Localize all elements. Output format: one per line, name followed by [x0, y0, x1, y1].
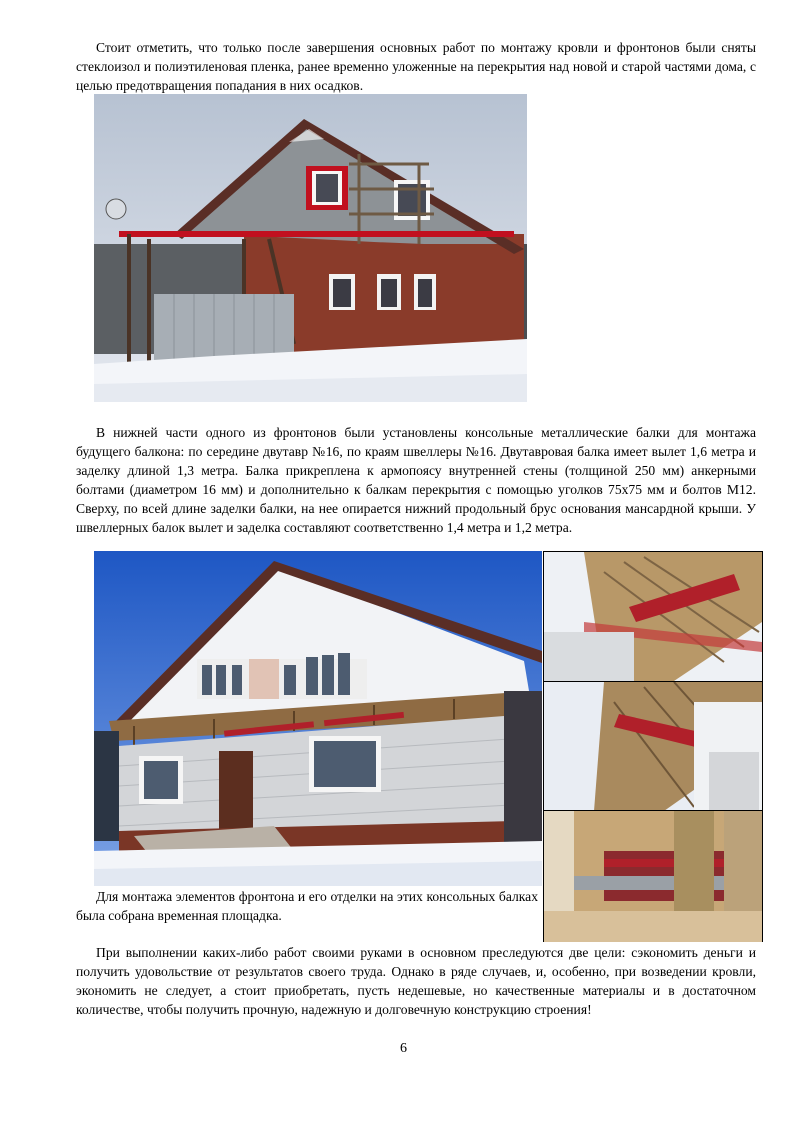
paragraph-cantilever-beams: В нижней части одного из фронтонов были установлены консольные металлические балки для монтажа будущего балкона: по середине двутавр №16, по краям швеллеры №16. Двутавровая балка имеет вылет 1,6 метра и заделку длиной 1,3 метра. Балка прикреплена к армопоясу внутренней стены (толщиной 250 мм) анкерными болтами (диаметром 16 мм) и дополнительно к балкам перекрытия с помощью уголков 75х75 мм и болтов М12. Сверху, по всей длине заделки балки, на нее опирается нижний продольный брус основания мансардной крыши. У швеллерных балок вылет и заделка составляют соответственно 1,4 метра и 1,2 метра.: [76, 425, 756, 535]
photo-house-front-gable: [94, 551, 542, 886]
paragraph-conclusion: При выполнении каких-либо работ своими руками в основном преследуются две цели: сэкономить деньги и получить удовольствие от результатов своего труда. Однако в ряде случаев, и, особенно, при возведении кровли, экономить не следует, а стоит приобретать, пусть недешевые, но качественные материалы и в достаточном количестве, чтобы получить прочную, надежную и долговечную конструкцию строения!: [76, 945, 756, 1017]
photo-house-winter-construction: [94, 94, 527, 402]
photo-beam-detail-2: [544, 681, 762, 811]
beam-photos-column: [543, 551, 763, 942]
photo-caption: Для монтажа элементов фронтона и его отделки на этих консольных балках была собрана временная площадка.: [76, 889, 538, 923]
page-number: 6: [400, 1041, 407, 1056]
paragraph-roof-completion: Стоит отметить, что только после завершения основных работ по монтажу кровли и фронтонов были сняты стеклоизол и полиэтиленовая пленка, ранее временно уложенные на перекрытия над новой и старой частями дома, с целью предотвращения попадания в них осадков.: [76, 40, 756, 93]
photo-beam-detail-3: [544, 810, 762, 942]
photo-beam-detail-1: [544, 552, 762, 681]
